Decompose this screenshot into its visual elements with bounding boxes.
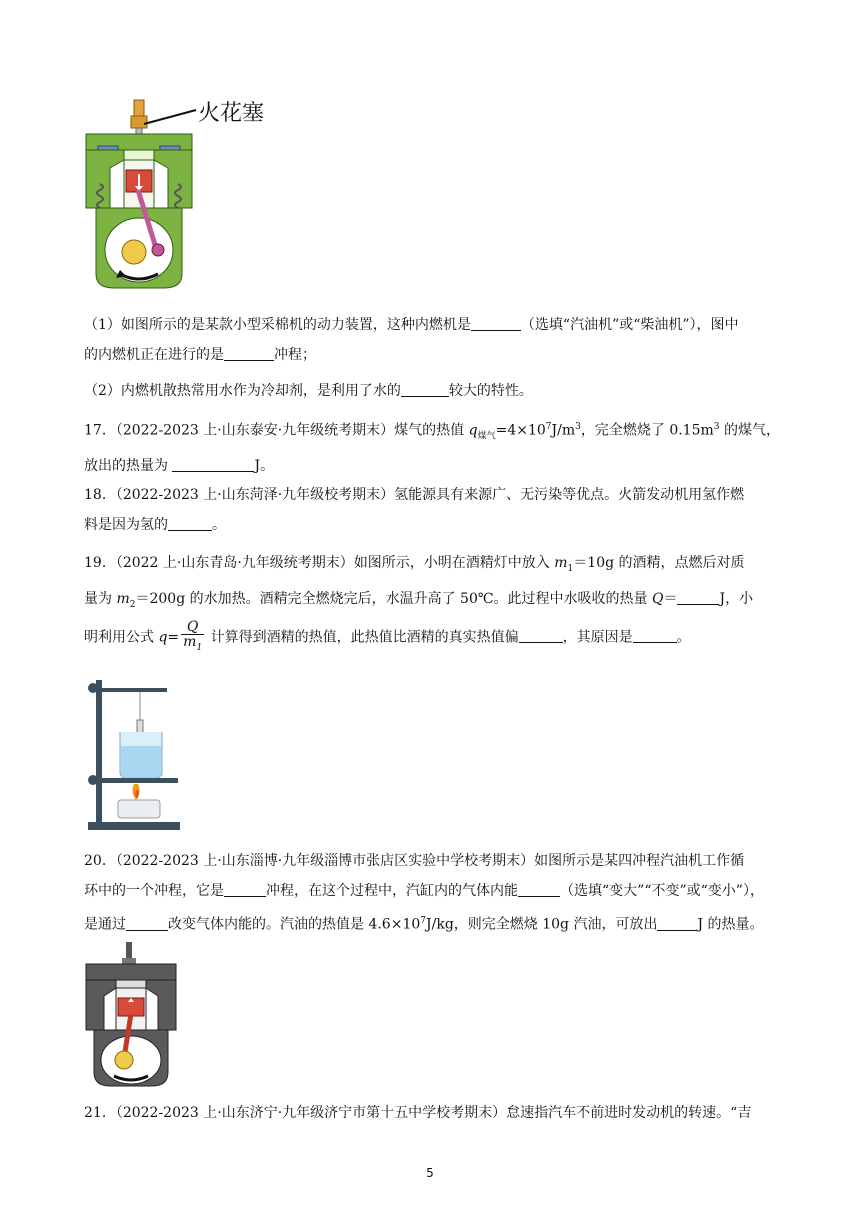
question-20: 20．（2022-2023 上·山东淄博·九年级淄博市张店区实验中学校考期末）如图所示是某四冲程汽油机工作循 环中的一个冲程，它是 冲程，在这个过程中，汽缸内的气体内能 （选填“变大”“不变”或“变小”）， 是通过 改变气体内能的。汽油的热值是 $4.6\times 10^7J/kg$，则完全燃烧 10g 汽油，可放出 J 的热量。: [84, 853, 764, 933]
answer-blank: [633, 626, 677, 643]
question-19: 19．（2022 上·山东青岛·九年级统考期末）如图所示，小明在酒精灯中放入 $m_1=10g$ 的酒精，点燃后对质 量为 $m_2=200g$ 的水加热。酒精完全燃烧完后，水温升高了 50℃。此过程中水吸收的热量 Q＝ J，小 明利用公式 q= $\frac{Q}{m_1}$ 计算得到酒精的热值，此热值比酒精的真实热值偏 ，其原因是 。: [84, 555, 754, 653]
answer-blank: [519, 626, 563, 643]
page-number: 5: [426, 1166, 434, 1180]
answer-blank: [126, 914, 168, 931]
answer-blank: [224, 880, 266, 897]
sub-question-2: （2）内燃机散热常用水作为冷却剂，是利用了水的 较大的特性。: [84, 376, 780, 406]
engine-spark-plug-figure: [84, 98, 294, 294]
answer-blank: [657, 914, 697, 931]
alcohol-lamp-beaker-figure: [84, 672, 184, 832]
question-17: 17．（2022-2023 上·山东泰安·九年级统考期末）煤气的热值 $q_{煤气}=4\times 10^7J/m^3$，完全燃烧了 $0.15m^3$ 的煤气， 放出的热量为 J。: [84, 422, 780, 475]
question-18: 18．（2022-2023 上·山东菏泽·九年级校考期末）氢能源具有来源广、无污染等优点。火箭发动机用氢作燃 料是因为氢的 。: [84, 487, 745, 533]
question-21: 21．（2022-2023 上·山东济宁·九年级济宁市第十五中学校考期末）怠速指汽车不前进时发动机的转速。“吉: [84, 1105, 752, 1121]
answer-blank: [172, 455, 254, 472]
answer-blank: [677, 588, 719, 605]
answer-blank: [401, 380, 449, 397]
spark-plug-label: 火花塞: [198, 101, 265, 126]
formula-fraction: $\frac{Q}{m_1}$: [183, 618, 203, 653]
gasoline-engine-figure: [84, 940, 184, 1090]
sub-question-1: （1）如图所示的是某款小型采棉机的动力装置，这种内燃机是 （选填“汽油机”或“柴油机”），图中 的内燃机正在进行的是 冲程；: [84, 310, 780, 370]
answer-blank: [224, 344, 274, 361]
answer-blank: [471, 314, 521, 331]
answer-blank: [168, 514, 212, 531]
answer-blank: [518, 880, 560, 897]
